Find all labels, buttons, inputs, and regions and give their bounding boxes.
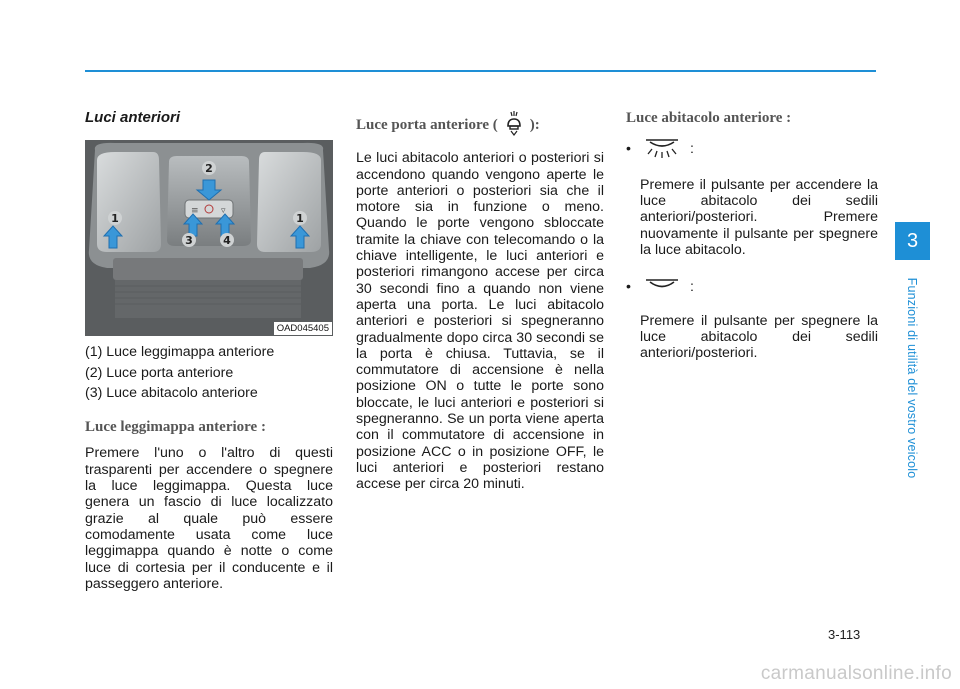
top-rule — [85, 70, 876, 72]
section-heading-front-lights: Luci anteriori — [85, 109, 181, 126]
column-left — [85, 110, 333, 592]
chapter-tab: 3 — [895, 222, 930, 260]
caption-item: (1) Luce leggimappa anteriore — [85, 344, 275, 361]
figure-label-1-right: 1 — [296, 212, 304, 226]
bullet-lamp-on — [626, 136, 878, 258]
overhead-console-figure — [85, 140, 333, 336]
figure-code: OAD045405 — [274, 322, 332, 335]
column-middle — [356, 110, 604, 493]
bullet-colon: : — [690, 141, 694, 158]
bullet-marker: • — [626, 279, 631, 296]
caption-item: (2) Luce porta anteriore — [85, 364, 234, 381]
section-heading-map-light: Luce leggimappa anteriore : — [85, 419, 266, 436]
figure-label-2: 2 — [205, 162, 213, 176]
overhead-console-illustration — [85, 140, 333, 336]
lamp-on-icon — [640, 136, 684, 162]
caption-item: (3) Luce abitacolo anteriore — [85, 384, 258, 401]
column-right — [626, 110, 878, 376]
map-light-body: Premere l'uno o l'altro di questi trasparenti per accendere o spegnere la luce leggimappa. Questa luce genera un fascio di luce localizzato grazie al quale può essere comodamente usata come luce leggimappa quando è notte o come luce di cortesia per il conducente e il passeggero anteriore. — [85, 445, 333, 592]
bullet-lamp-off — [626, 276, 878, 361]
bullet-marker: • — [626, 141, 631, 158]
door-heading-prefix: Luce porta anteriore ( — [356, 117, 498, 133]
watermark: carmanualsonline.info — [760, 663, 952, 684]
lamp-off-text: Premere il pulsante per spegnere la luce abitacolo dei sedili anteriori/posteriori. — [640, 312, 878, 362]
door-light-icon — [501, 110, 527, 140]
figure-label-3: 3 — [185, 234, 193, 248]
section-heading-door-light — [356, 110, 604, 140]
page-number: 3-113 — [828, 627, 861, 642]
figure-label-1-left: 1 — [111, 212, 119, 226]
section-heading-interior-light: Luce abitacolo anteriore : — [626, 110, 792, 126]
door-heading-suffix: ): — [529, 117, 540, 133]
figure-label-4: 4 — [223, 234, 231, 248]
svg-text:▿: ▿ — [221, 206, 226, 217]
bullet-colon: : — [690, 279, 694, 296]
svg-text:≡: ≡ — [191, 206, 199, 217]
door-light-body: Le luci abitacolo anteriori o posteriori si accendono quando vengono aperte le porte anteriori o posteriori sia che il motore sia in funzione o meno. Quando le porte vengono sbloccate tramite la chiave con telecomando o la chiave intelligente, le luci anteriori e posteriori rimangono accese per circa 30 secondi fino a quando non viene aperta una porta. Le luci abitacolo anteriori e posteriori si spegneranno gradualmente dopo circa 30 secondi se la porta è chiusa. Tuttavia, se il commutatore di accensione è nella posizione ON o tutte le porte sono bloccate, le luci anteriori e posteriori si spegneranno. Se un porta viene aperta con il commutatore di accensione in posizione ACC o in posizione OFF, le luci anteriori e posteriori restano accese per circa 20 minuti. — [356, 150, 604, 493]
lamp-on-text: Premere il pulsante per accendere la luce abitacolo dei sedili anteriori/posteriori. Premere nuovamente il pulsante per spegnere la luce abitacolo. — [640, 176, 878, 258]
figure-caption-list — [85, 344, 333, 401]
lamp-off-icon — [640, 276, 684, 298]
chapter-title: Funzioni di utilità del vostro veicolo — [905, 277, 919, 479]
